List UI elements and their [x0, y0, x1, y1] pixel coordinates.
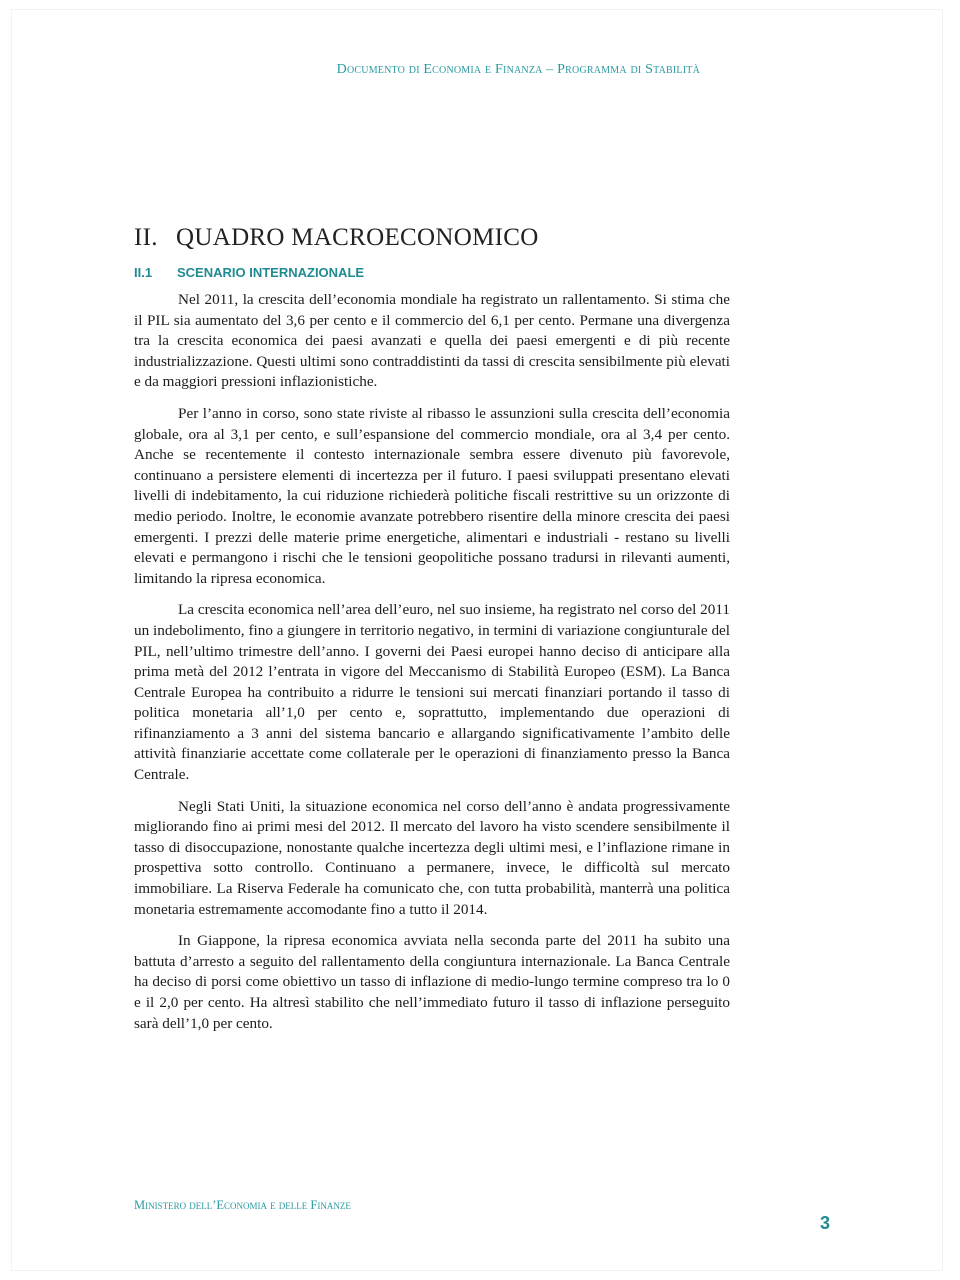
section-title: [134, 265, 364, 280]
chapter-title: [134, 224, 539, 252]
paragraph: Nel 2011, la crescita dell’economia mondiale ha registrato un rallentamento. Si stima che il PIL sia aumentato del 3,6 per cento e il commercio del 6,1 per cento. Permane una divergenza tra la crescita economica dei paesi avanzati e quella dei paesi emergenti e di più recente industrializzazione. Questi ultimi sono contraddistinti da tassi di crescita sensibilmente più elevati e da maggiori pressioni inflazionistiche.: [134, 291, 730, 391]
section-number: II.1: [134, 265, 153, 280]
chapter-number: II.: [134, 224, 158, 251]
footer-ministry: Ministero dell’Economia e delle Finanze: [134, 1198, 351, 1212]
paragraph: Per l’anno in corso, sono state riviste al ribasso le assunzioni sulla crescita dell’economia globale, ora al 3,1 per cento, e sull’espansione del commercio mondiale, ora al 3,4 per cento. Anche se recentemente il contesto internazionale sembra essere divenuto più favorevole, continuano a persistere elementi di incertezza per il futuro. I paesi sviluppati presentano elevati livelli di indebitamento, la cui riduzione richiederà politiche fiscali restrittive su un orizzonte di medio periodo. Inoltre, le economie avanzate potrebbero risentire della minore crescita dei paesi emergenti. I prezzi delle materie prime energetiche, alimentari e industriali - restano su livelli elevati e permangono i rischi che le tensioni geopolitiche possano tradursi in rilevanti aumenti, limitando la ripresa economica.: [134, 404, 730, 587]
chapter-title-text: QUADRO MACROECONOMICO: [176, 224, 539, 251]
document-page: [12, 10, 942, 1270]
running-header: Documento di Economia e Finanza – Programma di Stabilità: [336, 62, 700, 77]
paragraph: La crescita economica nell’area dell’euro, nel suo insieme, ha registrato nel corso del 2011 un indebolimento, fino a giungere in territorio negativo, in termini di variazione congiunturale del PIL, nell’ultimo trimestre dell’anno. I governi dei Paesi europei hanno deciso di anticipare alla prima metà del 2012 l’entrata in vigore del Meccanismo di Stabilità Europeo (ESM). La Banca Centrale Europea ha contribuito a ridurre le tensioni sui mercati finanziari portando il tasso di politica monetaria all’1,0 per cento e, soprattutto, implementando due operazioni di rifinanziamento a 3 anni del sistema bancario e allargando significativamente l’ambito delle attività finanziarie accettate come collaterale per le operazioni di finanziamento presso la Banca Centrale.: [134, 601, 730, 784]
section-title-text: SCENARIO INTERNAZIONALE: [177, 265, 365, 280]
paragraph: In Giappone, la ripresa economica avviata nella seconda parte del 2011 ha subito una battuta d’arresto a seguito del rallentamento della congiuntura internazionale. La Banca Centrale ha deciso di porsi come obiettivo un tasso di inflazione di medio-lungo termine compreso tra lo 0 e il 2,0 per cento. Ha altresì stabilito che nell’immediato futuro il tasso di inflazione perseguito sarà dell’1,0 per cento.: [134, 932, 730, 1032]
body-text: [134, 290, 730, 1045]
page-number: 3: [819, 1213, 830, 1233]
paragraph: Negli Stati Uniti, la situazione economica nel corso dell’anno è andata progressivamente migliorando fino ai primi mesi del 2012. Il mercato del lavoro ha visto scendere sensibilmente il tasso di disoccupazione, nonostante qualche incertezza degli ultimi mesi, e l’inflazione rimane in prospettiva sotto controllo. Continuano a permanere, invece, le difficoltà sul mercato immobiliare. La Riserva Federale ha comunicato che, con tutta probabilità, manterrà una politica monetaria estremamente accomodante fino a tutto il 2014.: [134, 797, 730, 918]
